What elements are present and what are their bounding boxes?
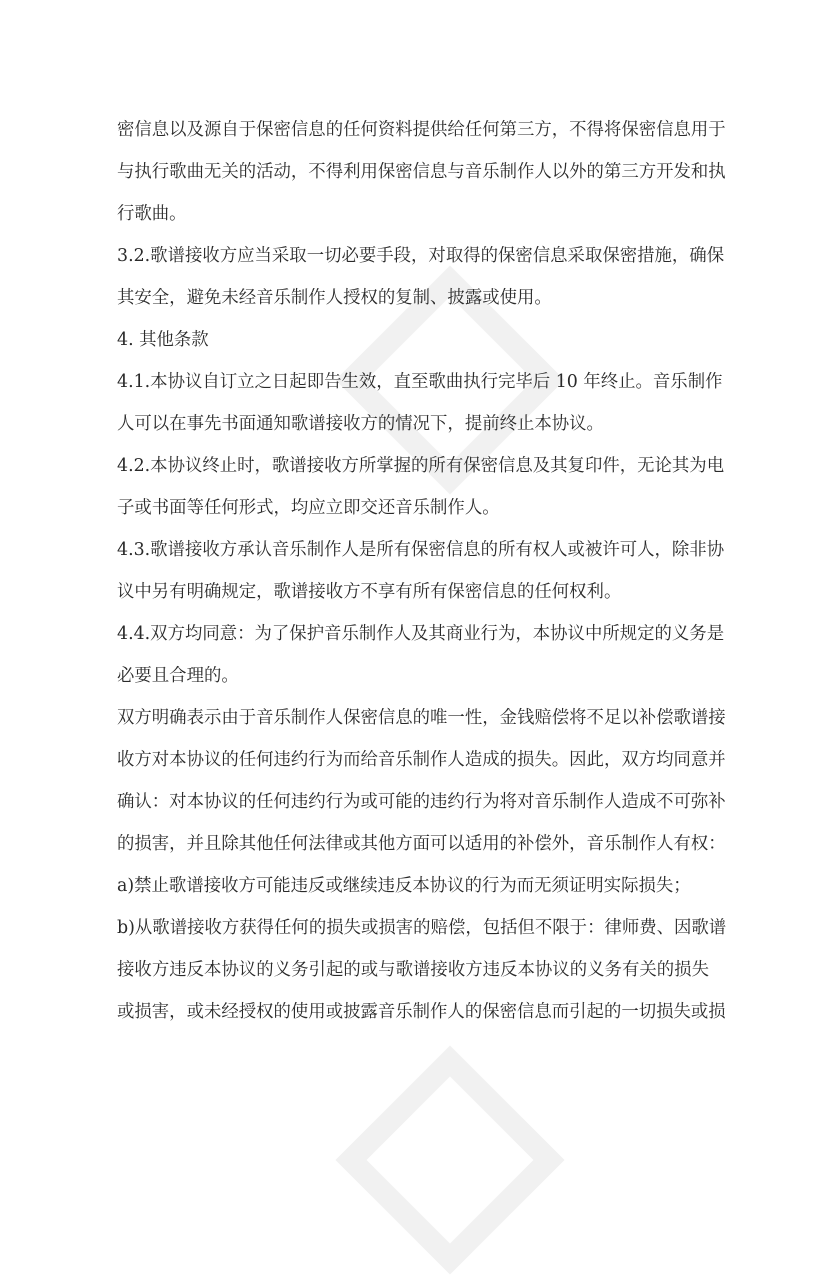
text-line: 子或书面等任何形式，均应立即交还音乐制作人。 <box>117 498 500 518</box>
paragraph <box>117 445 725 529</box>
text-line: 密信息以及源自于保密信息的任何资料提供给任何第三方，不得将保密信息用于 <box>117 120 726 140</box>
text-line: 与执行歌曲无关的活动，不得利用保密信息与音乐制作人以外的第三方开发和执 <box>117 162 726 182</box>
text-line: 议中另有明确规定，歌谱接收方不享有所有保密信息的任何权利。 <box>117 582 622 602</box>
watermark-icon <box>330 1040 570 1280</box>
paragraph <box>117 529 725 613</box>
text-line: 其安全，避免未经音乐制作人授权的复制、披露或使用。 <box>117 288 552 308</box>
paragraph <box>117 319 709 361</box>
text-line: b)从歌谱接收方获得任何的损失或损害的赔偿，包括但不限于：律师费、因歌谱 <box>117 918 727 938</box>
text-line: 确认：对本协议的任何违约行为或可能的违约行为将对音乐制作人造成不可弥补 <box>117 792 726 812</box>
paragraph <box>117 109 726 235</box>
text-line: a)禁止歌谱接收方可能违反或继续违反本协议的行为而无须证明实际损失； <box>117 876 691 896</box>
text-line: 3.2.歌谱接收方应当采取一切必要手段，对取得的保密信息采取保密措施，确保 <box>117 246 725 266</box>
text-line: 4. 其他条款 <box>117 330 209 350</box>
text-line: 4.3.歌谱接收方承认音乐制作人是所有保密信息的所有权人或被许可人，除非协 <box>117 540 725 560</box>
text-line: 的损害，并且除其他任何法律或其他方面可以适用的补偿外，音乐制作人有权： <box>117 834 726 854</box>
text-line: 4.4.双方均同意：为了保护音乐制作人及其商业行为，本协议中所规定的义务是 <box>117 624 725 644</box>
text-line: 或损害，或未经授权的使用或披露音乐制作人的保密信息而引起的一切损失或损 <box>117 1002 726 1022</box>
text-line: 接收方违反本协议的义务引起的或与歌谱接收方违反本协议的义务有关的损失 <box>117 960 709 980</box>
text-line: 4.1.本协议自订立之日起即告生效，直至歌曲执行完毕后 10 年终止。音乐制作 <box>117 372 723 392</box>
paragraph <box>117 361 723 445</box>
text-line: 4.2.本协议终止时，歌谱接收方所掌握的所有保密信息及其复印件，无论其为电 <box>117 456 725 476</box>
paragraph <box>117 613 725 697</box>
text-line: 行歌曲。 <box>117 204 187 224</box>
text-line: 必要且合理的。 <box>117 666 239 686</box>
text-line: 收方对本协议的任何违约行为而给音乐制作人造成的损失。因此，双方均同意并 <box>117 750 726 770</box>
text-line: 人可以在事先书面通知歌谱接收方的情况下，提前终止本协议。 <box>117 414 604 434</box>
document-body <box>117 109 727 1033</box>
paragraph <box>117 235 725 319</box>
paragraph <box>117 865 709 907</box>
text-line: 双方明确表示由于音乐制作人保密信息的唯一性，金钱赔偿将不足以补偿歌谱接 <box>117 708 726 728</box>
paragraph <box>117 697 726 865</box>
paragraph <box>117 907 727 1033</box>
